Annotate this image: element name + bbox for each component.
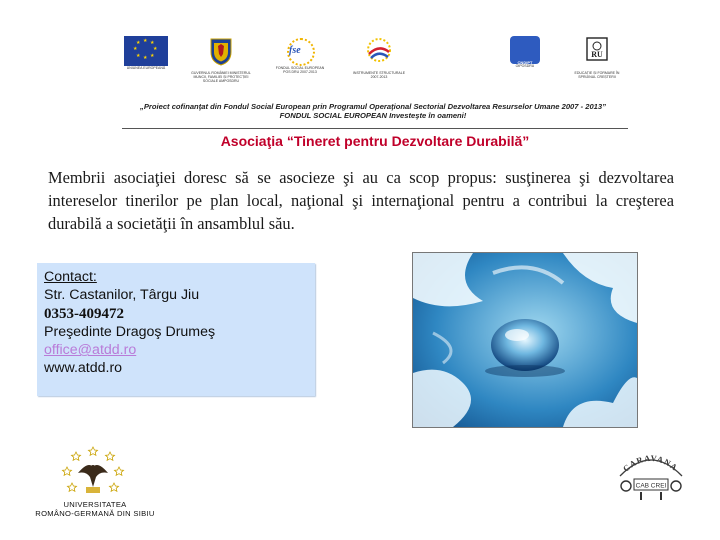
instruments-icon — [359, 36, 399, 66]
logo-caption: UNIUNEA EUROPEANĂ — [126, 66, 166, 70]
cndipt-logo — [500, 36, 550, 68]
contact-email-link[interactable]: office@atdd.ro — [44, 342, 137, 359]
project-statement-line1: „Proiect cofinanţat din Fondul Social European prin Programul Operaţional Sectorial Dezvoltarea Resurselor Umane 2007 - 2013” — [140, 102, 606, 111]
university-emblem-icon — [58, 443, 128, 499]
logo-caption: OIPOSDRU — [515, 64, 535, 68]
association-mission: Membrii asociaţiei doresc să se asocieze şi au ca scop propus: susţinerea şi dezvoltarea intereselor tinerilor pe plan local, naţional şi internaţional pentru a contribui la creşterea durabilă a societăţii în ansamblul său. — [48, 168, 674, 233]
cndipt-mark: CNDIPT — [517, 60, 533, 65]
eu-flag-icon: ★ ★ ★ ★ ★ ★ ★ ★ — [124, 36, 168, 66]
government-logo — [190, 36, 252, 83]
logo-caption: EDUCAȚIE ȘI FORMARE ÎN SPRIJINUL CREȘTERII — [574, 71, 620, 79]
logo-caption: GUVERNUL ROMÂNIEI MINISTERUL MUNCII, FAMILIEI ȘI PROTECȚIEI SOCIALE AMPOSDRU — [191, 71, 251, 83]
ru-mark: RU — [591, 50, 603, 59]
contact-president: Preşedinte Dragoş Drumeş — [44, 323, 216, 340]
caravana-logo-icon — [614, 446, 688, 502]
ru-logo — [566, 36, 628, 79]
project-statement — [118, 102, 628, 120]
contact-address: Str. Castanilor, Târgu Jiu — [44, 287, 200, 304]
fse-icon: fse — [283, 36, 317, 66]
cndipt-icon — [510, 36, 540, 64]
contact-heading: Contact: — [44, 269, 97, 285]
ru-icon — [583, 36, 611, 66]
contact-phone: 0353-409472 — [44, 305, 124, 322]
association-title: Asociaţia “Tineret pentru Dezvoltare Durabilă” — [220, 133, 530, 149]
water-drop-photo — [412, 252, 638, 428]
university-line1: UNIVERSITATEA — [63, 500, 127, 509]
caravana-top-text: CARAVANA — [620, 452, 681, 474]
svg-text:CARAVANA — [621, 453, 680, 474]
eu-logo — [118, 36, 174, 70]
government-crest-icon — [209, 36, 233, 66]
contact-website[interactable]: www.atdd.ro — [44, 360, 123, 377]
logo-caption: FONDUL SOCIAL EUROPEAN POS DRU 2007-2013 — [275, 66, 325, 74]
fse-logo — [272, 36, 328, 74]
caravana-bottom-text: CAB CREI — [635, 482, 667, 490]
instruments-logo — [350, 36, 408, 79]
project-statement-line2: FONDUL SOCIAL EUROPEAN Investeşte în oameni! — [279, 111, 467, 120]
contact-box — [37, 263, 315, 396]
logo-caption: INSTRUMENTE STRUCTURALE 2007-2013 — [352, 71, 406, 79]
header-divider — [122, 128, 628, 129]
university-line2: ROMÂNO-GERMANĂ DIN SIBIU — [35, 509, 155, 518]
university-caption — [10, 500, 180, 518]
